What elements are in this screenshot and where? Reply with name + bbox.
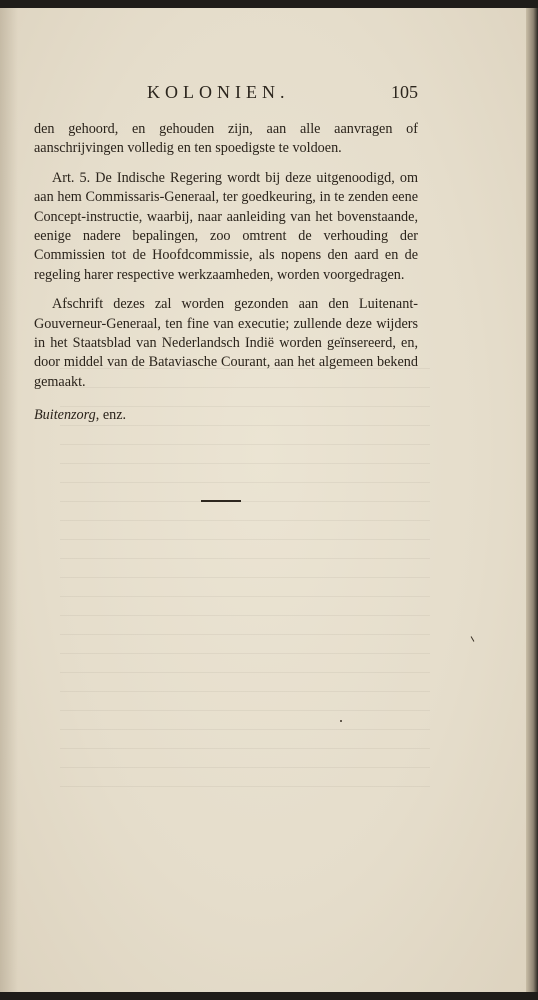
article-5-paragraph: Art. 5. De Indische Regering wordt bij deze uitgenoodigd, om aan hem Commissaris-Generaal, ter goedkeuring, in te zenden eene Concept-instructie, waarbij, naar aanleiding van het bovenstaande, eenige nadere bepalingen, zoo omtrent de verhouding der Commissien tot de Hoofdcommissie, als nopens den aard en de regeling harer respective werkzaamheden, worden voorgedragen. bbox=[34, 169, 418, 283]
page-header bbox=[0, 82, 526, 112]
afschrift-paragraph: Afschrift dezes zal worden gezonden aan den Luitenant-Gouverneur-Generaal, ten fine van executie; zullende deze wijders in het Staatsblad van Nederlandsch Indië worden geïnsereerd, en, door middel van de Bataviasche Courant, aan het algemeen bekend gemaakt. bbox=[34, 296, 418, 390]
page-edge bbox=[526, 8, 538, 992]
signoff-rest: , enz. bbox=[95, 407, 127, 424]
show-through-text bbox=[60, 368, 430, 788]
page-gutter-shadow bbox=[0, 8, 18, 992]
page-body bbox=[34, 120, 418, 426]
continuation-paragraph: den gehoord, en gehouden zijn, aan alle aanvragen of aanschrijvingen volledig en ten spoedigste te voldoen. bbox=[34, 121, 418, 157]
page-number: 105 bbox=[391, 82, 418, 102]
running-title: KOLONIEN. bbox=[147, 82, 290, 102]
signoff-place: Buitenzorg bbox=[34, 407, 96, 424]
paper-speck bbox=[471, 636, 475, 642]
end-rule bbox=[201, 500, 241, 502]
signoff-line bbox=[34, 406, 418, 425]
paper-speck bbox=[340, 720, 342, 722]
book-page bbox=[0, 8, 527, 992]
